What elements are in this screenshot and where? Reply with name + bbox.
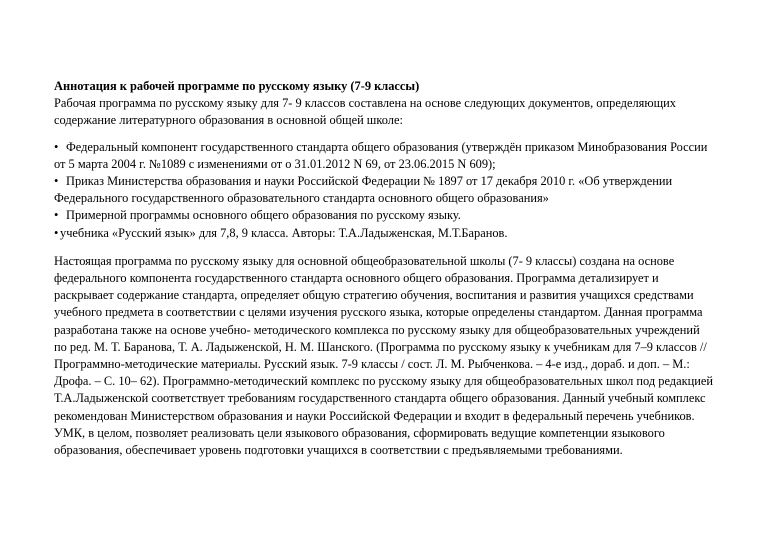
- bullet-icon: •: [54, 208, 59, 223]
- bullet-icon: •: [54, 174, 59, 189]
- document-page: [54, 78, 714, 459]
- main-paragraph: Настоящая программа по русскому языку для основной общеобразовательной школы (7- 9 классы) создана на основе федерального компонента государственного стандарта основного общего образования. Программа детализирует и раскрывает содержание стандарта, определяет общую стратегию обучения, воспитания и развития учащихся средствами учебного предмета в соответствии с целями изучения русского языка, которые определены стандартом. Данная программа разработана также на основе учебно- методического комплекса по русскому языку для общеобразовательных учреждений по ред. М. Т. Баранова, Т. А. Ладыженской, Н. М. Шанского. (Программа по русскому языку к учебникам для 7–9 классов // Программно-методические материалы. Русский язык. 7-9 классы / сост. Л. М. Рыбченкова. – 4-е изд., дораб. и доп. – М.: Дрофа. – С. 10– 62). Программно-методический комплекс по русскому языку для общеобразовательных школ под редакцией Т.А.Ладыженской соответствует требованиям государственного стандарта общего образования. Данный учебный комплекс рекомендован Министерством образования и науки Российской Федерации и входит в федеральный перечень учебников. УМК, в целом, позволяет реализовать цели языкового образования, сформировать ведущие компетенции языкового образования, обеспечивает уровень подготовки учащихся в соответствии с предъявляемыми требованиями.: [54, 253, 714, 458]
- bullet-text: Примерной программы основного общего образования по русскому языку.: [66, 208, 461, 223]
- intro-paragraph: Рабочая программа по русскому языку для 7- 9 классов составлена на основе следующих документов, определяющих содержание литературного образования в основной общей школе:: [54, 96, 676, 128]
- bullet-item: [54, 207, 714, 224]
- bullet-text: учебника «Русский язык» для 7,8, 9 класса. Авторы: Т.А.Ладыженская, М.Т.Баранов.: [60, 225, 508, 240]
- bullet-text: Приказ Министерства образования и науки Российской Федерации № 1897 от 17 декабря 2010 г. «Об утверждении Федерального государственного образовательного стандарта основного общего образования»: [54, 174, 673, 206]
- document-title: Аннотация к рабочей программе по русскому языку (7-9 классы): [54, 79, 420, 93]
- bullet-icon: •: [54, 139, 59, 154]
- bullet-item: [54, 225, 714, 242]
- bullet-item: [54, 139, 714, 173]
- bullet-list-documents: [54, 139, 714, 208]
- bullet-item: [54, 173, 714, 207]
- bullet-icon: •: [54, 225, 59, 240]
- bullet-text: Федеральный компонент государственного стандарта общего образования (утверждён приказом Минобразования России от 5 марта 2004 г. №1089 с изменениями от о 31.01.2012 N 69, от 23.06.2015 N 609);: [54, 139, 708, 171]
